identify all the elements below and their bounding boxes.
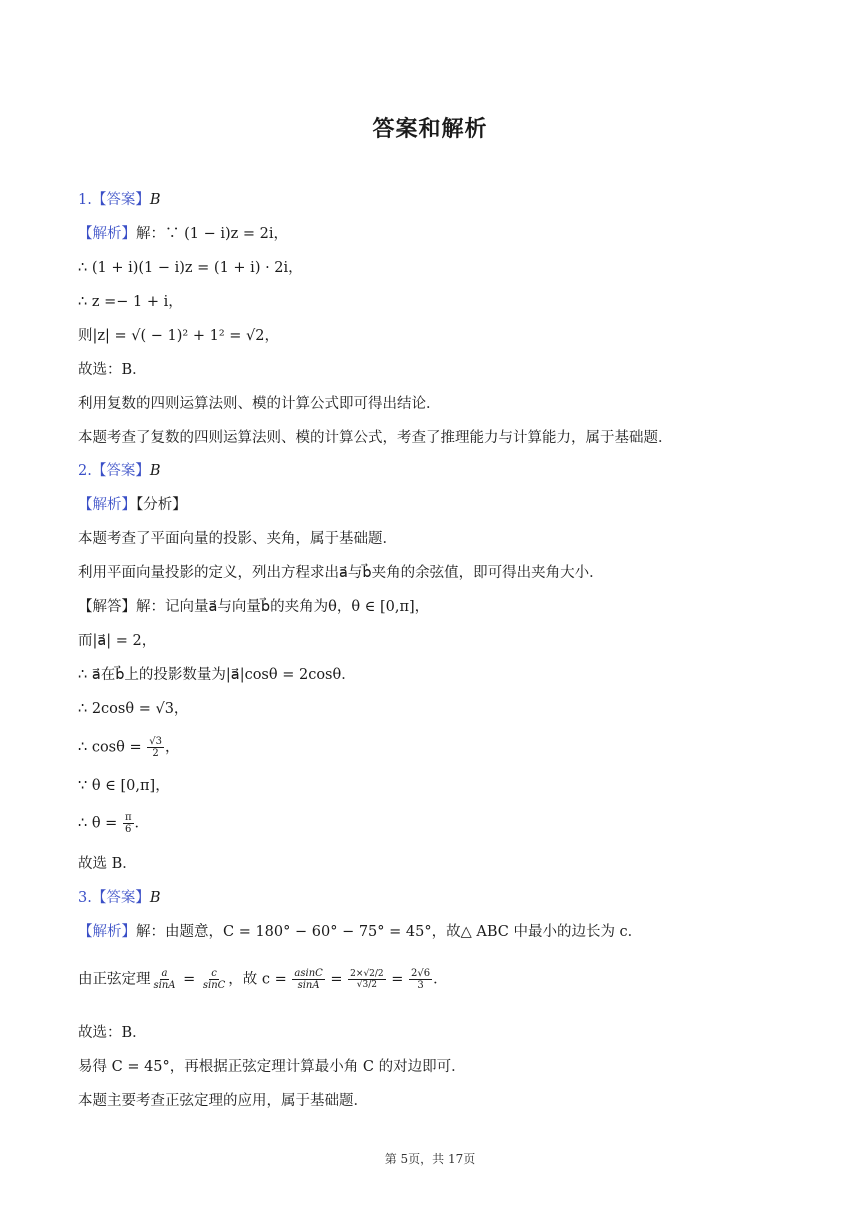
q3-fraction-c: $\frac{c}{\sin C}$ <box>202 968 226 991</box>
q2-analysis-line <box>78 495 187 515</box>
q1-answer-tag: 【答案】 <box>91 192 150 208</box>
q3-answer-line <box>78 888 161 908</box>
q2-text-5: ∴ a⃗在b⃗上的投影数量为|a⃗|cosθ = 2cosθ． <box>78 667 356 683</box>
q3-number: 3. <box>78 890 92 906</box>
q3-so-c: ，故 c = <box>228 971 287 988</box>
q3-answer-tag: 【答案】 <box>91 890 150 906</box>
q3-analysis-line <box>78 922 642 942</box>
q2-text-2: 利用平面向量投影的定义，列出方程求出a⃗与b⃗夹角的余弦值，即可得出夹角大小． <box>78 565 604 581</box>
q1-answer: B <box>149 192 161 208</box>
q2-text-7: ∴ cosθ = $\frac{√3}{2}$ ， <box>78 736 180 759</box>
q2-theta-lhs: ∴ θ = <box>78 815 118 832</box>
q1-text-7: 本题考查了复数的四则运算法则、模的计算公式，考查了推理能力与计算能力，属于基础题． <box>78 430 673 446</box>
q2-text-3: 【解答】解：记向量a⃗与向量b⃗的夹角为θ，θ ∈ [0,π]， <box>78 599 430 615</box>
q2-analysis-tag: 【解析】 <box>78 497 136 513</box>
q3-text-5: 本题主要考查正弦定理的应用，属于基础题． <box>78 1093 368 1109</box>
q1-answer-line <box>78 190 161 210</box>
page-footer: 第 5页，共 17页 <box>384 1152 476 1166</box>
q2-text-4: 而|a⃗| = 2， <box>78 633 157 649</box>
q2-fenxi-tag: 【分析】 <box>136 497 187 513</box>
q1-analysis-tag: 【解析】 <box>78 226 136 242</box>
q3-fraction-asinc: $\frac{asinC}{\sin A}$ <box>294 968 323 991</box>
q3-fraction-result: $\frac{2√6}{3}$ <box>411 968 431 991</box>
q2-text-8: ∵ θ ∈ [0,π]， <box>78 778 170 794</box>
q3-text-1: 解：由题意，C = 180° − 60° − 75° = 45°，故△ ABC 中最小的边长为 c． <box>136 924 643 940</box>
q3-text-2: 由正弦定理 $\frac{a}{\sin A}$ = $\frac{c}{\sin C}$ ，故 c = $\frac{asinC}{\sin A}$ = $\frac{2\times√2/2}{√3/2}$ = $\frac{2√6}{3}$ ． <box>78 968 448 991</box>
q2-text-6: ∴ 2cosθ = √3， <box>78 701 189 717</box>
q3-answer: B <box>149 890 161 906</box>
q2-text-1: 本题考查了平面向量的投影、夹角，属于基础题． <box>78 531 397 547</box>
q3-text-4: 易得 C = 45°，再根据正弦定理计算最小角 C 的对边即可． <box>78 1059 466 1075</box>
q1-text-3: ∴ z =− 1 + i， <box>78 294 183 310</box>
q2-answer: B <box>149 463 161 479</box>
q1-text-5: 故选：B． <box>78 362 147 378</box>
q2-theta-fraction: $\frac{\pi}{6}$ <box>124 812 132 835</box>
q1-analysis-line-1 <box>78 224 288 244</box>
q1-number: 1. <box>78 192 92 208</box>
q1-text-4: 则|z| = √( − 1)² + 1² = √2， <box>78 328 279 344</box>
q2-cos-lhs: ∴ cosθ = <box>78 739 142 756</box>
q3-fraction-a: $\frac{a}{\sin A}$ <box>153 968 176 991</box>
q2-text-10: 故选 B． <box>78 856 137 872</box>
q1-text-2: ∴ (1 + i)(1 − i)z = (1 + i) · 2i， <box>78 260 303 276</box>
q2-answer-tag: 【答案】 <box>91 463 150 479</box>
q2-number: 2. <box>78 463 92 479</box>
q3-analysis-tag: 【解析】 <box>78 924 136 940</box>
q2-text-9: ∴ θ = $\frac{\pi}{6}$ ． <box>78 812 150 835</box>
page-title: 答案和解析 <box>372 117 488 142</box>
q2-cos-fraction: $\frac{√3}{2}$ <box>149 736 162 759</box>
q3-text-3: 故选：B． <box>78 1025 147 1041</box>
q1-text-6: 利用复数的四则运算法则、模的计算公式即可得出结论． <box>78 396 441 412</box>
q3-fraction-compound: $\frac{2\times√2/2}{√3/2}$ <box>350 969 384 990</box>
q3-law-label: 由正弦定理 <box>78 971 151 988</box>
q2-answer-line <box>78 461 161 481</box>
q1-text-1: 解：∵ (1 − i)z = 2i， <box>136 226 289 242</box>
